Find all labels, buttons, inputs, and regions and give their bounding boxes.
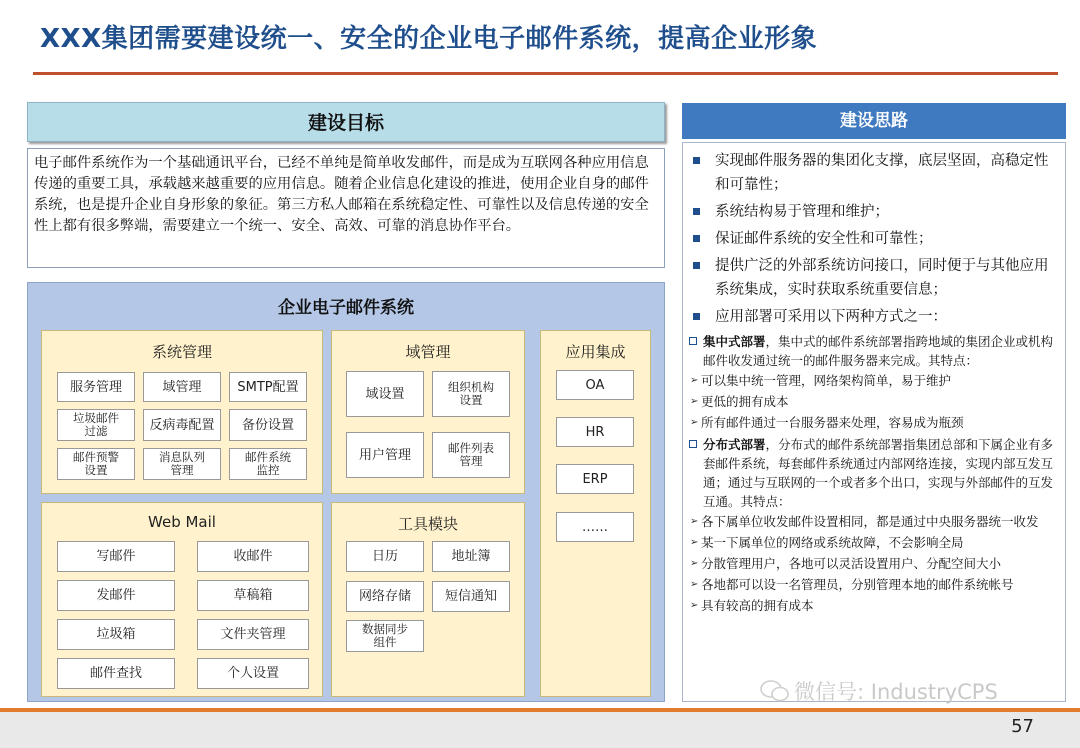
- item-data-sync: 数据同步组件: [346, 620, 424, 652]
- item-trash: 垃圾箱: [57, 619, 175, 650]
- arrow-bullet-icon: ➢: [690, 558, 699, 569]
- distributed-point: ➢ 各地都可以设一名管理员，分别管理本地的邮件系统帐号: [689, 574, 1059, 595]
- ideas-heading: 建设思路: [682, 103, 1066, 139]
- item-service-management: 服务管理: [57, 372, 135, 402]
- item-oa: OA: [556, 370, 634, 400]
- module-domain-management: [331, 330, 525, 494]
- square-bullet-icon: [693, 235, 700, 242]
- email-system-panel: [27, 282, 665, 702]
- item-network-storage: 网络存储: [346, 581, 424, 612]
- central-point: ➢ 可以集中统一管理，网络架构简单，易于维护: [689, 370, 1059, 391]
- item-compose: 写邮件: [57, 541, 175, 572]
- item-folder-management: 文件夹管理: [197, 619, 309, 650]
- item-smtp-config: SMTP配置: [229, 372, 307, 402]
- square-bullet-icon: [693, 262, 700, 269]
- item-domain-settings: 域设置: [346, 371, 424, 417]
- item-address-book: 地址簿: [432, 541, 510, 572]
- item-personal-settings: 个人设置: [197, 658, 309, 689]
- distributed-point: ➢ 各下属单位收发邮件设置相同，都是通过中央服务器统一收发: [689, 511, 1059, 532]
- item-message-queue-management: 消息队列管理: [143, 448, 221, 480]
- page-number: 57: [1011, 716, 1034, 737]
- item-inbox: 收邮件: [197, 541, 309, 572]
- idea-bullet: 系统结构易于管理和维护；: [689, 200, 1059, 224]
- idea-bullet: 保证邮件系统的安全性和可靠性；: [689, 227, 1059, 251]
- arrow-bullet-icon: ➢: [690, 375, 699, 386]
- wechat-icon: [760, 679, 790, 703]
- page-title: XXX集团需要建设统一、安全的企业电子邮件系统，提高企业形象: [40, 24, 818, 54]
- title-divider: [33, 72, 1058, 75]
- watermark-text: 微信号: IndustryCPS: [794, 680, 998, 704]
- item-hr: HR: [556, 417, 634, 447]
- arrow-bullet-icon: ➢: [690, 579, 699, 590]
- item-send: 发邮件: [57, 580, 175, 611]
- item-mail-alert-settings: 邮件预警设置: [57, 448, 135, 480]
- email-system-title: 企业电子邮件系统: [278, 298, 414, 318]
- item-more: ……: [556, 512, 634, 542]
- item-mail-search: 邮件查找: [57, 658, 175, 689]
- arrow-bullet-icon: ➢: [690, 516, 699, 527]
- distributed-point: ➢ 具有较高的拥有成本: [689, 595, 1059, 616]
- distributed-deployment: 分布式部署，分布式的邮件系统部署指集团总部和下属企业有多套邮件系统，每套邮件系统通过内部网络连接，实现内部互发互通；通过与互联网的一个或者多个出口，实现与外部邮件的互发互通。其特点：: [689, 435, 1059, 511]
- central-point: ➢ 更低的拥有成本: [689, 391, 1059, 412]
- goal-heading: 建设目标: [27, 102, 665, 142]
- item-user-management: 用户管理: [346, 432, 424, 478]
- hollow-square-bullet-icon: [689, 440, 697, 448]
- module-system-management: [41, 330, 323, 494]
- distributed-point: ➢ 某一下属单位的网络或系统故障，不会影响全局: [689, 532, 1059, 553]
- idea-bullet: 应用部署可采用以下两种方式之一：: [689, 305, 1059, 329]
- central-point: ➢ 所有邮件通过一台服务器来处理，容易成为瓶颈: [689, 412, 1059, 433]
- item-erp: ERP: [556, 464, 634, 494]
- arrow-bullet-icon: ➢: [690, 600, 699, 611]
- item-backup-settings: 备份设置: [229, 409, 307, 441]
- arrow-bullet-icon: ➢: [690, 396, 699, 407]
- module-webmail: [41, 502, 323, 697]
- module-title: Web Mail: [148, 513, 216, 531]
- item-sms-notification: 短信通知: [432, 581, 510, 612]
- item-mail-system-monitor: 邮件系统监控: [229, 448, 307, 480]
- item-spam-filter: 垃圾邮件过滤: [57, 409, 135, 441]
- item-antivirus-config: 反病毒配置: [143, 409, 221, 441]
- module-title: 域管理: [405, 343, 451, 361]
- arrow-bullet-icon: ➢: [690, 417, 699, 428]
- goal-text: 电子邮件系统作为一个基础通讯平台，已经不单纯是简单收发邮件，而是成为互联网各种应用信息传递的重要工具，承载越来越重要的应用信息。随着企业信息化建设的推进，使用企业自身的邮件系统，也是提升企业自身形象的象征。第三方私人邮箱在系统稳定性、可靠性以及信息传递的安全性上都有很多弊端，需要建立一个统一、安全、高效、可靠的消息协作平台。: [27, 148, 665, 268]
- module-title: 系统管理: [151, 343, 212, 361]
- watermark: [760, 676, 998, 706]
- item-drafts: 草稿箱: [197, 580, 309, 611]
- hollow-square-bullet-icon: [689, 337, 697, 345]
- footer: [0, 712, 1080, 748]
- ideas-panel: [682, 142, 1066, 702]
- item-domain-management: 域管理: [143, 372, 221, 402]
- module-app-integration: [540, 330, 651, 697]
- idea-bullet: 实现邮件服务器的集团化支撑，底层坚固，高稳定性和可靠性；: [689, 149, 1059, 197]
- item-org-settings: 组织机构设置: [432, 371, 510, 417]
- distributed-point: ➢ 分散管理用户，各地可以灵活设置用户、分配空间大小: [689, 553, 1059, 574]
- square-bullet-icon: [693, 157, 700, 164]
- square-bullet-icon: [693, 208, 700, 215]
- central-deployment: 集中式部署，集中式的邮件系统部署指跨地域的集团企业或机构邮件收发通过统一的邮件服务器来完成。其特点：: [689, 332, 1059, 370]
- arrow-bullet-icon: ➢: [690, 537, 699, 548]
- module-title: 应用集成: [565, 343, 626, 361]
- idea-bullet: 提供广泛的外部系统访问接口，同时便于与其他应用系统集成，实时获取系统重要信息；: [689, 254, 1059, 302]
- item-mailing-list-management: 邮件列表管理: [432, 432, 510, 478]
- square-bullet-icon: [693, 313, 700, 320]
- module-tools: [331, 502, 525, 697]
- item-calendar: 日历: [346, 541, 424, 572]
- module-title: 工具模块: [397, 515, 458, 533]
